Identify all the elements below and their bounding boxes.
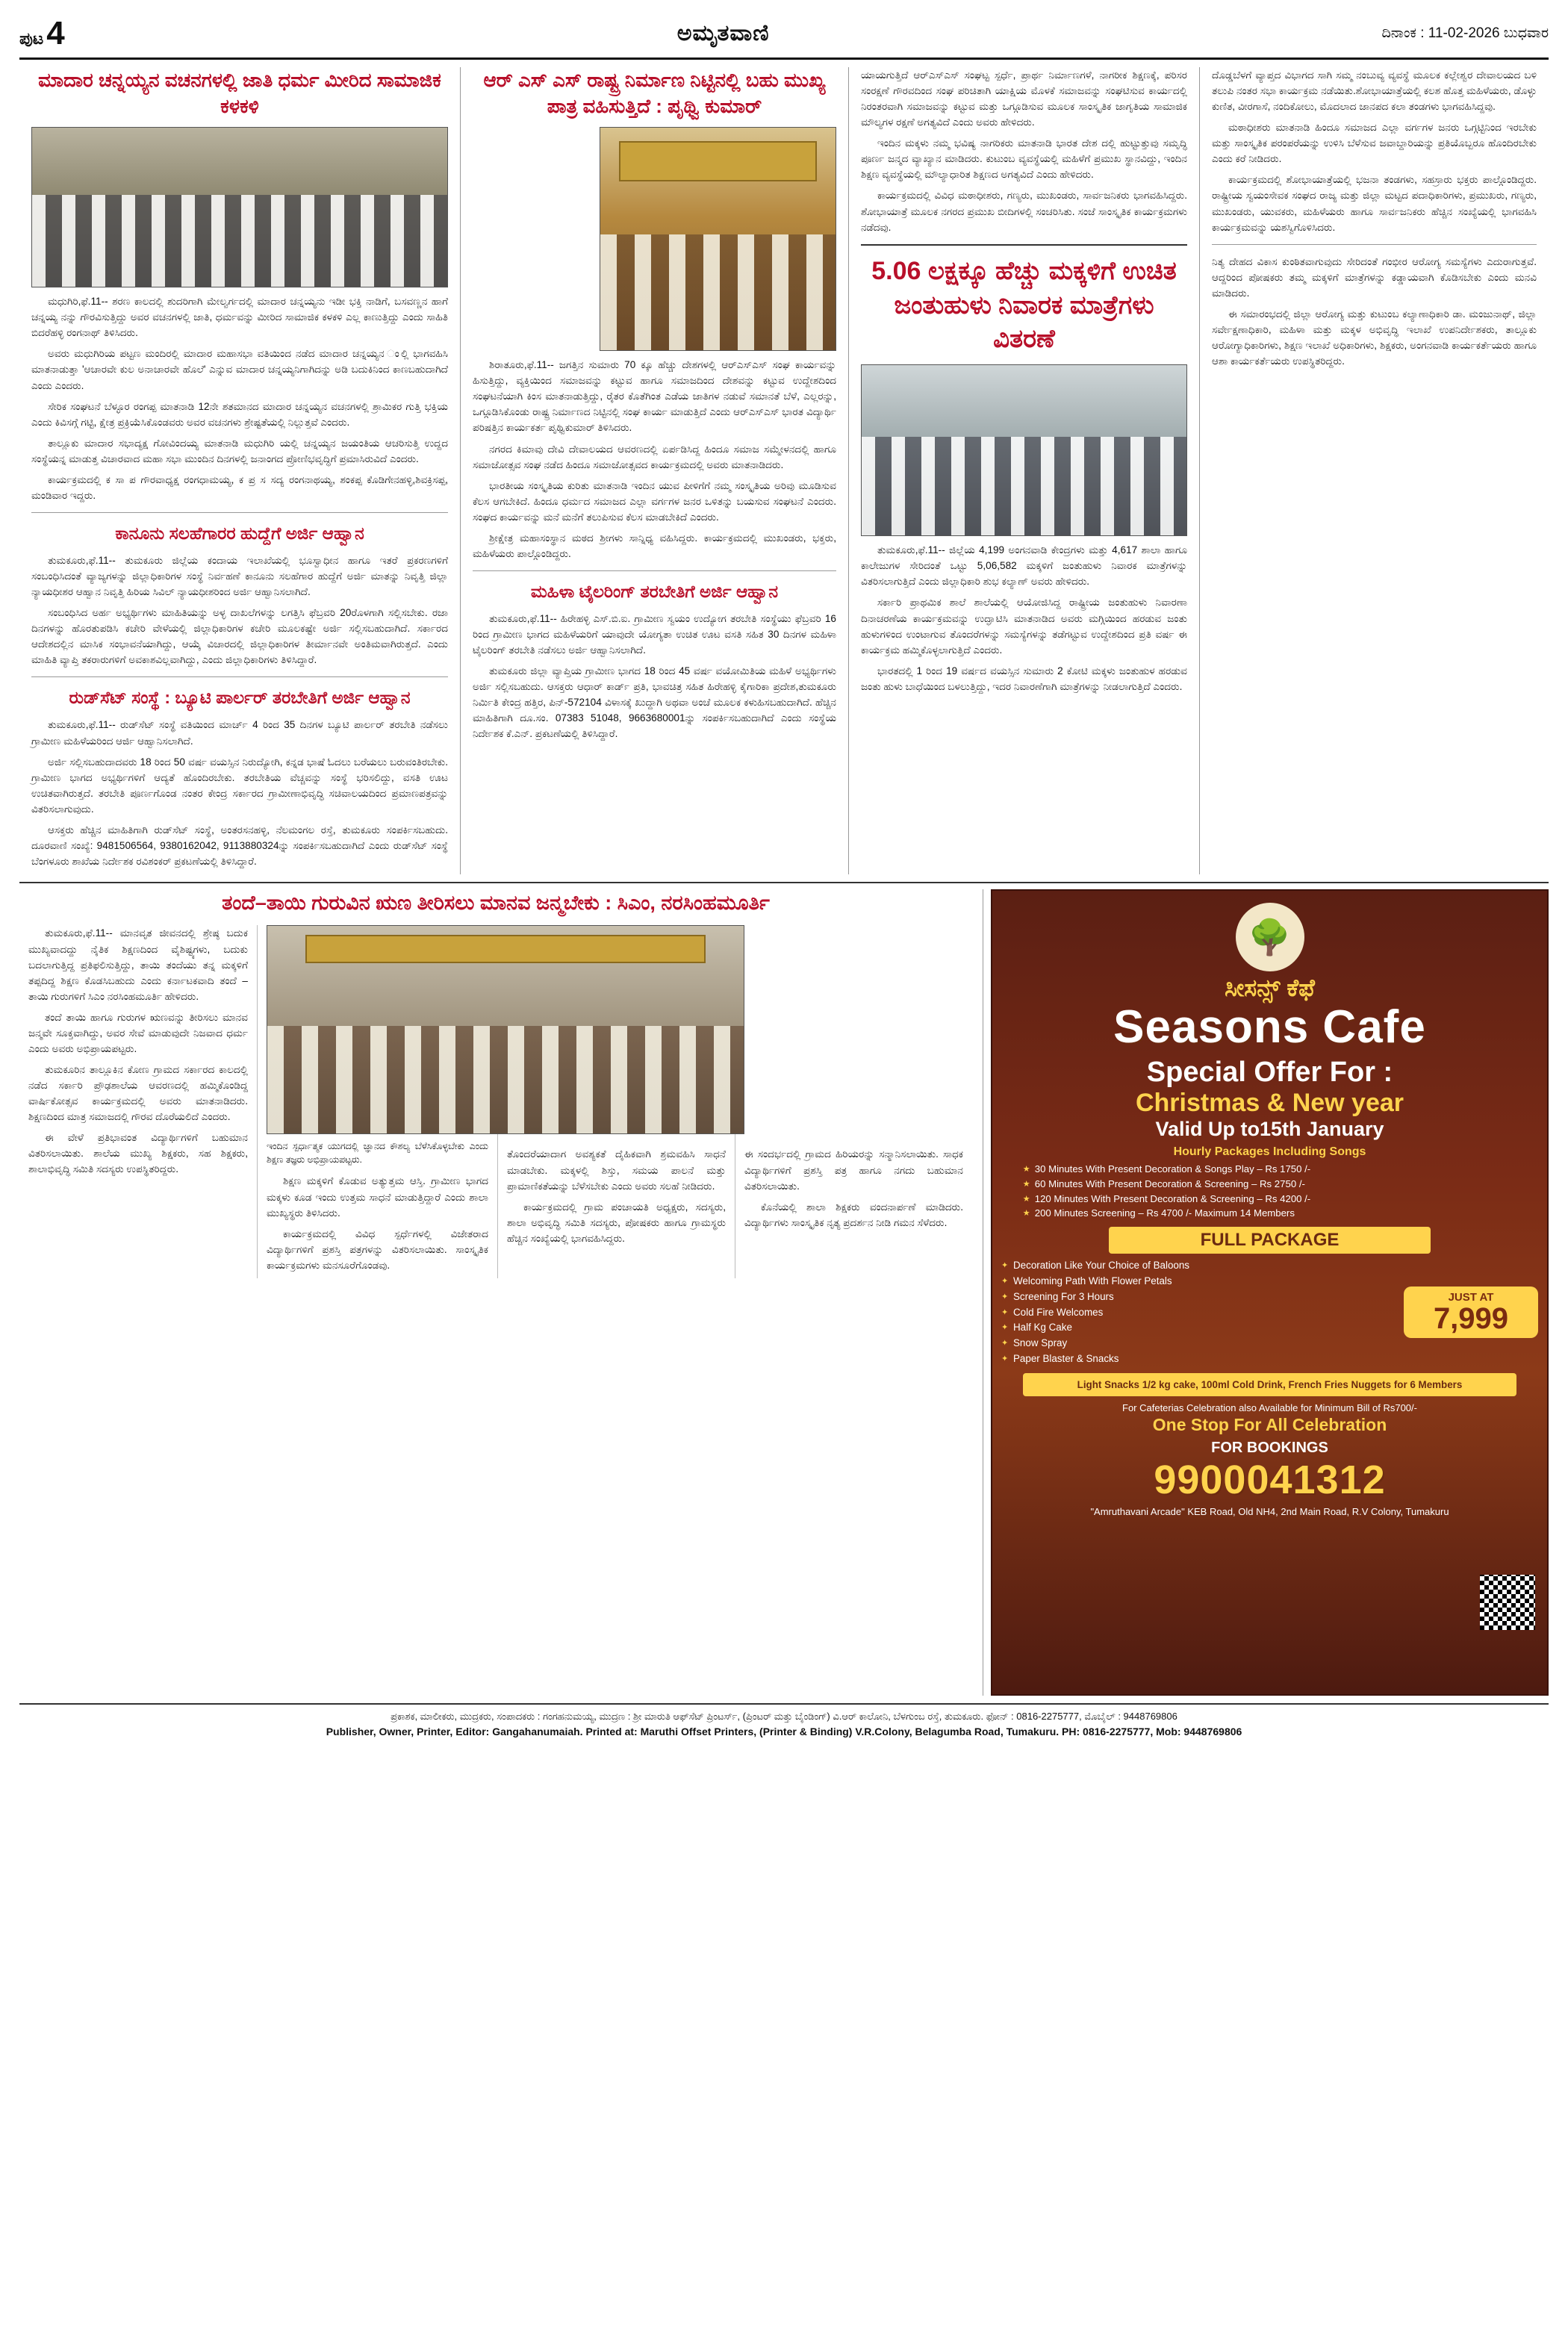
masthead — [19, 13, 1549, 60]
page-number-badge — [19, 14, 65, 52]
headline-deworming: 5.06 ಲಕ್ಷಕ್ಕೂ ಹೆಚ್ಚು ಮಕ್ಕಳಿಗೆ ಉಚಿತ ಜಂತುಹುಳು ನಿವಾರಕ ಮಾತ್ರೆಗಳು ವಿತರಣೆ — [871, 256, 1177, 354]
article-paragraph: ಅರ್ಜಿ ಸಲ್ಲಿಸಬಹುದಾದವರು 18 ರಿಂದ 50 ವರ್ಷ ವಯಸ್ಸಿನ ನಿರುದ್ಯೋಗಿ, ಕನ್ನಡ ಭಾಷೆ ಓದಲು ಬರೆಯಲು ಬರುವಂತಿರಬೇಕು. ಗ್ರಾಮೀಣ ಭಾಗದ ಅಭ್ಯರ್ಥಿಗಳಿಗೆ ಆದ್ಯತೆ ಹೊಂದಿರಬೇಕು. ತರಬೇತಿಯ ವೆಚ್ಚವನ್ನು ಸಂಸ್ಥೆ ಭರಿಸಲಿದ್ದು, ವಸತಿ ಊಟ ಉಚಿತವಾಗಿರುತ್ತದೆ. ತರಬೇತಿ ಪೂರ್ಣಗೊಂಡ ನಂತರ ಕೇಂದ್ರ ಸರ್ಕಾರದ ಗ್ರಾಮೀಣಾಭಿವೃದ್ಧಿ ಸಚಿವಾಲಯದಿಂದ ಪ್ರಮಾಣಪತ್ರವನ್ನು ವಿತರಿಸಲಾಗುವುದು. — [31, 756, 448, 815]
article-paragraph: ಈ ವೇಳೆ ಪ್ರತಿಭಾವಂತ ವಿದ್ಯಾರ್ಥಿಗಳಿಗೆ ಬಹುಮಾನ ವಿತರಿಸಲಾಯಿತು. ಶಾಲೆಯ ಮುಖ್ಯ ಶಿಕ್ಷಕರು, ಸಹ ಶಿಕ್ಷಕರು, ಶಾಲಾಭಿವೃದ್ಧಿ ಸಮಿತಿ ಸದಸ್ಯರು ಉಪಸ್ಥಿತರಿದ್ದರು. — [28, 1132, 248, 1175]
article-paragraph: ಕೊನೆಯಲ್ಲಿ ಶಾಲಾ ಶಿಕ್ಷಕರು ವಂದನಾರ್ಪಣೆ ಮಾಡಿದರು. ವಿದ್ಯಾರ್ಥಿಗಳು ಸಾಂಸ್ಕೃತಿಕ ನೃತ್ಯ ಪ್ರದರ್ಶನ ನೀಡಿ ಗಮನ ಸೆಳೆದರು. — [744, 1201, 963, 1228]
divider — [861, 244, 1187, 246]
headline-madara: ಮಾದಾರ ಚನ್ನಯ್ಯನ ವಚನಗಳಲ್ಲಿ ಜಾತಿ ಧರ್ಮ ಮೀರಿದ ಸಾಮಾಜಿಕ ಕಳಕಳಿ — [38, 69, 441, 118]
divider — [31, 512, 448, 513]
ad-occasion: Christmas & New year — [1135, 1089, 1404, 1118]
divider — [31, 676, 448, 677]
ad-full-package-list — [1001, 1258, 1398, 1366]
article-paragraph: ದೊಡ್ಡಬೆಳಗೆ ವ್ಯಾಪ್ತದ ವಿಭಾಗದ ಸಾಗಿ ಸಮ್ಮ ನಂಬುವ್ಯ ವ್ಯವಸ್ಥೆ ಮೂಲಕ ಕಲ್ಲೇಶ್ವರ ದೇವಾಲಯದ ಬಳಿ ತಲುಪಿ ನಂತರ ಸಭಾ ಕಾರ್ಯಕ್ರಮ ನಡೆಯಿತು.ಶೋಭಾಯಾತ್ರೆಯಲ್ಲಿ ಕಲಶ ಹೊತ್ತ ಮಹಿಳೆಯರು, ಡೊಳ್ಳು ಕುಣಿತ, ವೀರಗಾಸೆ, ನಂದಿಕೋಲು, ಮೊದಲಾದ ಜಾನಪದ ಕಲಾ ತಂಡಗಳು ಭಾಗವಹಿಸಿದ್ದವು. — [1212, 69, 1537, 113]
bottom-column-2 — [257, 925, 497, 1278]
article-paragraph: ತುಮಕೂರು,ಫೆ.11-- ತುಮಕೂರು ಜಿಲ್ಲೆಯ ಕಂದಾಯ ಇಲಾಖೆಯಲ್ಲಿ ಭೂಸ್ವಾಧೀನ ಹಾಗೂ ಇತರೆ ಪ್ರಕರಣಗಳಿಗೆ ಸಂಬಂಧಿಸಿದಂತೆ ವ್ಯಾಜ್ಯಗಳನ್ನು ಜಿಲ್ಲಾಧಿಕಾರಿಗಳ ಸಂಸ್ಥೆ ನಿರ್ವಹಣೆ ಕಾನೂನು ಸಲಹೆಗಾರ ಹುದ್ದೆಗೆ ಅರ್ಜಿ ಮಾತನ್ನು ನಿವೃತ್ತಿ ಜಿಲ್ಲಾ ನ್ಯಾಯಧೀಶರ ಆಹ್ವಾನ ನಿವೃತ್ತಿ ಹಿರಿಯ ಸಿವಿಲ್ ನ್ಯಾಯಧೀಶರಿಂದ ಅರ್ಜಿ ಆಹ್ವಾನಿಸಲಾಗಿದೆ. — [31, 554, 448, 598]
advertisement-slot — [983, 889, 1549, 1696]
list-item: ★ 30 Minutes With Present Decoration & Songs Play – Rs 1750 /- — [1023, 1162, 1516, 1177]
bottom-column-4 — [735, 925, 972, 1278]
article-paragraph: ಆಸಕ್ತರು ಹೆಚ್ಚಿನ ಮಾಹಿತಿಗಾಗಿ ರುಡ್‌ಸೆಟ್ ಸಂಸ್ಥೆ, ಅಂತರಸನಹಳ್ಳಿ, ನೆಲಮಂಗಲ ರಸ್ತೆ, ತುಮಕೂರು ಸಂಪರ್ಕಿಸಬಹುದು. ದೂರವಾಣಿ ಸಂಖ್ಯೆ: 9481506564, 9380162042, 9113880324ನ್ನು ಸಂಪರ್ಕಿಸಬಹುದಾಗಿದೆ ಎಂದು ರುಡ್‌ಸೆಟ್ ಸಂಸ್ಥೆ ಬೆಂಗಳೂರು ಶಾಖೆಯ ನಿರ್ದೇಶಕ ರವಿಶಂಕರ್ ಪ್ರಕಟಣೆಯಲ್ಲಿ ತಿಳಿಸಿದ್ದಾರೆ. — [31, 824, 448, 867]
photo-content — [32, 128, 447, 287]
article-paragraph: ಕಾರ್ಯಕ್ರಮದಲ್ಲಿ ಗ್ರಾಮ ಪಂಚಾಯತಿ ಅಧ್ಯಕ್ಷರು, ಸದಸ್ಯರು, ಶಾಲಾ ಅಭಿವೃದ್ಧಿ ಸಮಿತಿ ಸದಸ್ಯರು, ಪೋಷಕರು ಹಾಗೂ ಗ್ರಾಮಸ್ಥರು ಹೆಚ್ಚಿನ ಸಂಖ್ಯೆಯಲ್ಲಿ ಭಾಗವಹಿಸಿದ್ದರು. — [506, 1201, 726, 1244]
photo-lamp-lighting — [267, 925, 744, 1134]
ad-full-package-block — [1001, 1258, 1538, 1366]
photo-figures — [32, 195, 447, 287]
photo-group-felicitation — [31, 127, 448, 287]
ad-tagline: One Stop For All Celebration — [1152, 1415, 1387, 1435]
qr-code-icon[interactable] — [1480, 1575, 1535, 1630]
list-item: ✦ Half Kg Cake — [1001, 1320, 1398, 1336]
article-paragraph: ತೊಂದರೆಯಾದಾಗ ಅವಶ್ಯಕತೆ ದೈಹಿಕವಾಗಿ ಶ್ರಮವಹಿಸಿ ಸಾಧನೆ ಮಾಡಬೇಕು. ಮಕ್ಕಳಲ್ಲಿ ಶಿಸ್ತು, ಸಮಯ ಪಾಲನೆ ಮತ್ತು ಪ್ರಾಮಾಣಿಕತೆಯನ್ನು ಬೆಳೆಸಬೇಕು ಎಂದು ಅವರು ಸಲಹೆ ನೀಡಿದರು. — [506, 1148, 726, 1192]
column-4 — [1199, 67, 1549, 874]
list-item: ✦ Paper Blaster & Snacks — [1001, 1351, 1398, 1367]
article-paragraph: ತುಮಕೂರು,ಫೆ.11-- ಮಾನವೃತ ಜೀವನದಲ್ಲಿ ಶ್ರೇಷ್ಠ ಬದುಕ ಮುಖ್ಯವಾದದ್ದು ನೈತಿಕ ಶಿಕ್ಷಣದಿಂದ ವೈಶಿಷ್ಟ್ಯಗಳು, ಬದುಕು ಬದಲಾಗುತ್ತಿದ್ದ ಪ್ರತಿಫಲಿಸುತ್ತಿದ್ದು, ತಾಯಿ ತಂದೆಯು ತನ್ನ ಮಕ್ಕಳಿಗೆ ತಪ್ಪದಿದ್ದ ಶಿಕ್ಷಣ ಕೊಡಸಿಬಹುದು ಎಂದು ಕರ್ನಾಟಕವಾದಿ ತಂದೆ – ತಾಯಿ ಗುರುಗಳಿಗೆ ಸಿಎಂ ನರಸಿಂಹಮೂರ್ತಿ ಹೇಳಿದರು. — [28, 927, 248, 1002]
article-paragraph: ಕಾರ್ಯಕ್ರಮದಲ್ಲಿ ವಿವಿಧ ಮಠಾಧೀಶರು, ಗಣ್ಯರು, ಮುಖಂಡರು, ಸಾರ್ವಜನಿಕರು ಭಾಗವಹಿಸಿದ್ದರು. ಶೋಭಾಯಾತ್ರೆ ಮೂಲಕ ನಗರದ ಪ್ರಮುಖ ಬೀದಿಗಳಲ್ಲಿ ಸಂಚರಿಸಿತು. ಸಂಜೆ ಸಾಂಸ್ಕೃತಿಕ ಕಾರ್ಯಕ್ರಮಗಳು ನಡೆದವು. — [861, 190, 1187, 233]
article-paragraph: ತುಮಕೂರು,ಫೆ.11-- ಜಿಲ್ಲೆಯ 4,199 ಅಂಗನವಾಡಿ ಕೇಂದ್ರಗಳು ಮತ್ತು 4,617 ಶಾಲಾ ಹಾಗೂ ಕಾಲೇಜುಗಳ ಸೇರಿದಂತೆ ಒಟ್ಟು 5,06,582 ಮಕ್ಕಳಿಗೆ ಜಂತುಹುಳು ನಿವಾರಕ ಮಾತ್ರೆಗಳನ್ನು ವಿತರಿಸಲಾಗುತ್ತಿದೆ ಎಂದು ಜಿಲ್ಲಾಧಿಕಾರಿ ಶುಭ ಕಲ್ಯಾಣ್ ಅವರು ಹೇಳಿದರು. — [861, 544, 1187, 588]
headline-rss: ಆರ್ ಎಸ್ ಎಸ್ ರಾಷ್ಟ್ರ ನಿರ್ಮಾಣ ನಿಟ್ಟಿನಲ್ಲಿ ಬಹು ಮುಖ್ಯ ಪಾತ್ರ ವಹಿಸುತ್ತಿದೆ : ಪೃಥ್ವಿ ಕುಮಾರ್ — [483, 69, 826, 118]
article-paragraph: ಸಂಬಂಧಿಸಿದ ಅರ್ಹ ಅಭ್ಯರ್ಥಿಗಳು ಮಾಹಿತಿಯನ್ನು ಅಳ್ಳ ದಾಖಲೆಗಳನ್ನು ಲಗತ್ತಿಸಿ ಫೆಬ್ರವರಿ 20ರೊಳಗಾಗಿ ಸಲ್ಲಿಸಬೇಕು. ರಜಾ ದಿನಗಳನ್ನು ಹೊರತುಪಡಿಸಿ ಕಚೇರಿ ವೇಳೆಯಲ್ಲಿ ಜಿಲ್ಲಾಧಿಕಾರಿಗಳ ಕಚೇರಿ ಮೂಲಕಷ್ಟೇ ಅರ್ಜಿ ಸಲ್ಲಿಸಬಹುದಾಗಿದೆ. ಸರ್ಕಾರದ ಆದೇಶದಲ್ಲಿನ ಮಾಸಿಕ ಸಂಭಾವನೆಯಾಗಿದ್ದು, ಆಯ್ಕೆ ವಿಚಾರದಲ್ಲಿ ಜಿಲ್ಲಾಧಿಕಾರಿಗಳ ತೀರ್ಮಾನವೇ ಅಂತಿಮವಾಗಿರುತ್ತದೆ. ಎಂದು ಮಾಹಿತಿ ವ್ಯಾಪ್ತಿ ತಕರಾರುಗಳಿಗೆ ಅವಕಾಶವಿಲ್ಲವಾಗಿದ್ದು, ಎಂದು ಜಿಲ್ಲಾಧಿಕಾರಿಗಳು ತಿಳಿಸಿದ್ದಾರೆ. — [31, 607, 448, 666]
article-paragraph: ಈ ಸಮಾರಂಭದಲ್ಲಿ ಜಿಲ್ಲಾ ಆರೋಗ್ಯ ಮತ್ತು ಕುಟುಂಬ ಕಲ್ಯಾಣಾಧಿಕಾರಿ ಡಾ. ಮಂಜುನಾಥ್, ಜಿಲ್ಲಾ ಸರ್ವೇಕ್ಷಣಾಧಿಕಾರಿ, ಮಹಿಳಾ ಮತ್ತು ಮಕ್ಕಳ ಅಭಿವೃದ್ಧಿ ಇಲಾಖೆ ಉಪನಿರ್ದೇಶಕರು, ತಾಲ್ಲೂಕು ಆರೋಗ್ಯಾಧಿಕಾರಿಗಳು, ಶಿಕ್ಷಣ ಇಲಾಖೆ ಅಧಿಕಾರಿಗಳು, ಶಿಕ್ಷಕರು, ಅಂಗನವಾಡಿ ಕಾರ್ಯಕರ್ತೆಯರು ಹಾಗೂ ಆಶಾ ಕಾರ್ಯಕರ್ತೆಯರು ಉಪಸ್ಥಿತರಿದ್ದರು. — [1212, 308, 1537, 367]
ad-brand-kannada: ಸೀಸನ್ಸ್ ಕೆಫೆ — [1225, 974, 1315, 1002]
list-item: ✦ Snow Spray — [1001, 1336, 1398, 1351]
page-footer — [19, 1703, 1549, 1740]
ad-catering-note: For Cafeterias Celebration also Available for Minimum Bill of Rs700/- — [1122, 1402, 1417, 1414]
article-paragraph: ತಾಲ್ಲೂಕು ಮಾದಾರ ಸಭಾದ್ಯಕ್ಷ ಗೋವಿಂದಯ್ಯ ಮಾತನಾಡಿ ಮಧುಗಿರಿ ಯಲ್ಲಿ ಚನ್ನಯ್ಯನ ಜಯಂತಿಯ ಆಚರಿಸುತ್ತಿ ಉದ್ದದ ಸಂಸ್ಥೆಯನ್ನ ಮಾಡುತ್ತ ವಿಚಾರವಾದ ಮಹಾ ಸಭಾ ಮುಂದಿನ ದಿನಗಳಲ್ಲಿ ಜನಾಂಗದ ಪ್ರೋಣಿಭವೃದ್ಧಿಗೆ ಪ್ರಮಾಸಿರುವಿದೆ ಎಂದರು. — [31, 437, 448, 464]
list-item: ✦ Welcoming Path With Flower Petals — [1001, 1274, 1398, 1289]
stage-banner — [619, 141, 817, 181]
headline-parents-guru: ತಂದೆ–ತಾಯಿ ಗುರುವಿನ ಋಣ ತೀರಿಸಲು ಮಾನವ ಜನ್ಮಬೇಕು : ಸಿಎಂ, ನರಸಿಂಹಮೂರ್ತಿ — [222, 892, 770, 915]
divider — [473, 570, 836, 571]
paper-title: ಅಮೃತವಾಣಿ — [676, 20, 770, 46]
photo-figures — [600, 234, 836, 350]
article-paragraph: ತಂದೆ ತಾಯಿ ಹಾಗೂ ಗುರುಗಳ ಋಣವನ್ನು ತೀರಿಸಲು ಮಾನವ ಜನ್ಮವೇ ಸೂಕ್ತವಾಗಿದ್ದು, ಅವರ ಸೇವೆ ಮಾಡುವುದೇ ನಿಜವಾದ ಧರ್ಮ ಎಂದು ಅವರು ಅಭಿಪ್ರಾಯಪಟ್ಟರು. — [28, 1011, 248, 1054]
article-paragraph: ಮಧುಗಿರಿ,ಫೆ.11-- ಶರಣ ಕಾಲದಲ್ಲಿ ಶುದರಿಗಾಗಿ ಮೇಲ್ವರ್ಗದಲ್ಲಿ ಮಾದಾರ ಚನ್ನಯ್ಯನು ಇಡೀ ಭಕ್ತಿ ನಾಡಿಗೆ, ಬಸವಣ್ಣನ ಹಾಗೆ ಚನ್ನಯ್ಯ ನನ್ನು ಗೌರವಿಸುತ್ತಿದ್ದು ಅವರ ವಚನಗಳಲ್ಲಿ ಜಾತಿ, ಧರ್ಮವನ್ನು ಮೀರಿದ ಸಾಮಾಜಿಕ ಕಳಕಳಿ ಎಲ್ಲ ಕಾಣುತ್ತಿದ್ದು ಎಂದು ಸಾಹಿತಿ ಬಿದರೆಹಳ್ಳಿ ರಂಗನಾಥ್ ತಿಳಿಸಿದರು. — [31, 296, 448, 339]
bottom-columns — [19, 925, 972, 1278]
bottom-article — [19, 889, 983, 1696]
bottom-column-1 — [19, 925, 257, 1278]
photo-deworming-event — [861, 364, 1187, 536]
article-paragraph: ನಿತ್ಯ ದೇಹದ ವಿಕಾಸ ಕುಂಠಿತವಾಗುವುದು ಸೇರಿದಂತೆ ಗಂಭೀರ ಆರೋಗ್ಯ ಸಮಸ್ಯೆಗಳು ಎದುರಾಗುತ್ತವೆ. ಆದ್ದರಿಂದ ಪೋಷಕರು ತಮ್ಮ ಮಕ್ಕಳಿಗೆ ಮಾತ್ರೆಗಳನ್ನು ಕಡ್ಡಾಯವಾಗಿ ಕೊಡಿಸಬೇಕು ಎಂದು ಮನವಿ ಮಾಡಿದರು. — [1212, 255, 1537, 299]
headline-tailoring-training: ಮಹಿಳಾ ಟೈಲರಿಂಗ್ ತರಬೇತಿಗೆ ಅರ್ಜಿ ಆಹ್ವಾನ — [530, 581, 779, 601]
ad-price-badge — [1404, 1287, 1538, 1338]
article-paragraph: ತುಮಕೂರು,ಫೆ.11-- ಹಿರೇಹಳ್ಳಿ ಎಸ್.ಬಿ.ಐ. ಗ್ರಾಮೀಣ ಸ್ವಯಂ ಉದ್ಯೋಗ ತರಬೇತಿ ಸಂಸ್ಥೆಯು ಫೆಬ್ರವರಿ 16 ರಿಂದ ಗ್ರಾಮೀಣ ಭಾಗದ ಮಹಿಳೆಯರಿಗೆ ಯಾವುದೇ ಯೋಗ್ಯತಾ ಉಚಿತ ಊಟ ವಸತಿ ಸಹಿತ 30 ದಿನಗಳ ಮಹಿಳಾ ಟೈಲರಿಂಗ್ ತರಬೇತಿ ನಡೆಸಲು ಅರ್ಜಿ ಆಹ್ವಾನಿಸಲಾಗಿದೆ. — [473, 612, 836, 656]
article-paragraph: ಈ ಸಂದರ್ಭದಲ್ಲಿ ಗ್ರಾಮದ ಹಿರಿಯರನ್ನು ಸನ್ಮಾನಿಸಲಾಯಿತು. ಸಾಧಕ ವಿದ್ಯಾರ್ಥಿಗಳಿಗೆ ಪ್ರಶಸ್ತಿ ಪತ್ರ ಹಾಗೂ ನಗದು ಬಹುಮಾನ ವಿತರಿಸಲಾಯಿತು. — [744, 1148, 963, 1192]
list-item: ★ 120 Minutes With Present Decoration & Screening – Rs 4200 /- — [1023, 1192, 1516, 1207]
stage-banner — [305, 935, 706, 964]
headline-rudset-beauty-parlour: ರುಡ್‌ಸೆಟ್ ಸಂಸ್ಥೆ : ಬ್ಯೂಟಿ ಪಾರ್ಲರ್ ತರಬೇತಿಗೆ ಅರ್ಜಿ ಆಹ್ವಾನ — [69, 688, 411, 708]
article-paragraph: ಭಾರತೀಯ ಸಂಸ್ಕೃತಿಯ ಕುರಿತು ಮಾತನಾಡಿ ಇಂದಿನ ಯುವ ಪೀಳಿಗೆಗೆ ನಮ್ಮ ಸಂಸ್ಕೃತಿಯ ಅರಿವು ಮೂಡಿಸುವ ಕೆಲಸ ಆಗಬೇಕಿದೆ. ಹಿಂದೂ ಧರ್ಮದ ಸಮಾಜದ ಎಲ್ಲಾ ವರ್ಗಗಳ ಜನರ ಒಳಿತನ್ನು ಬಯಸುವ ಸಂಘಟನೆ ಎಂದರು. ಸಂಘದ ಕಾರ್ಯವನ್ನು ಮನೆ ಮನೆಗೆ ತಲುಪಿಸುವ ಕೆಲಸ ಮಾಡಬೇಕಿದೆ ಎಂದರು. — [473, 479, 836, 523]
headline-legal-advisor: ಕಾನೂನು ಸಲಹೆಗಾರರ ಹುದ್ದೆಗೆ ಅರ್ಜಿ ಆಹ್ವಾನ — [115, 523, 364, 543]
footer-kannada: ಪ್ರಕಾಶಕ, ಮಾಲೀಕರು, ಮುದ್ರಕರು, ಸಂಪಾದಕರು : ಗಂಗಹನುಮಯ್ಯ, ಮುದ್ರಣ : ಶ್ರೀ ಮಾರುತಿ ಆಫ್‌ಸೆಟ್ ಪ್ರಿಂಟರ್ಸ್, (ಪ್ರಿಂಟರ್ ಮತ್ತು ಬೈಂಡಿಂಗ್) ವಿ.ಆರ್ ಕಾಲೋನಿ, ಬೆಳಗುಂಬ ರಸ್ತೆ, ತುಮಕೂರು. ಫೋನ್ : 0816-2275777, ಮೊಬೈಲ್ : 9448769806 — [391, 1711, 1177, 1723]
article-paragraph: ಶಿಕ್ಷಣ ಮಕ್ಕಳಿಗೆ ಕೊಡುವ ಅತ್ಯುತ್ತಮ ಆಸ್ತಿ. ಗ್ರಾಮೀಣ ಭಾಗದ ಮಕ್ಕಳು ಕೂಡ ಇಂದು ಉತ್ತಮ ಸಾಧನೆ ಮಾಡುತ್ತಿದ್ದಾರೆ ಎಂದು ಶಾಲಾ ಮುಖ್ಯಸ್ಥರು ತಿಳಿಸಿದರು. — [266, 1175, 488, 1219]
article-paragraph: ಮಠಾಧೀಶರು ಮಾತನಾಡಿ ಹಿಂದೂ ಸಮಾಜದ ಎಲ್ಲಾ ವರ್ಗಗಳ ಜನರು ಒಗ್ಗಟ್ಟಿನಿಂದ ಇರಬೇಕು ಮತ್ತು ಸಾಂಸ್ಕೃತಿಕ ಪರಂಪರೆಯನ್ನು ಉಳಿಸಿ ಬೆಳೆಸುವ ಜವಾಬ್ದಾರಿಯನ್ನು ಪ್ರತಿಯೊಬ್ಬರೂ ಹೊಂದಿರಬೇಕು ಎಂದು ಕರೆ ನೀಡಿದರು. — [1212, 122, 1537, 165]
ad-brand-name: Seasons Cafe — [1113, 1001, 1426, 1054]
ad-snacks-note: Light Snacks 1/2 kg cake, 100ml Cold Drink, French Fries Nuggets for 6 Members — [1023, 1373, 1516, 1396]
photo-rss-event — [600, 127, 836, 351]
column-2 — [460, 67, 848, 874]
article-paragraph: ಸೇರಿಕ ಸಂಘಟನೆ ಬೆಳ್ಳೂರ ರಂಗಪ್ಪ ಮಾತನಾಡಿ 12ನೇ ಶತಮಾನದ ಮಾದಾರ ಚನ್ನಯ್ಯನ ವಚನಗಳಲ್ಲಿ ಶ್ರಾಮಿಕರ ಗುತ್ತಿ ಭಕ್ತಿಯ ಎಂದು ಕಿವಿಸಗ್ಗೆ ಗಟ್ಟಿ, ಕ್ಷೇತ್ರ ಪ್ರಕ್ರಿಯೆಸಿಕೊಂಡವರು ಅವರ ವಚನಗಳು ಶ್ರೇಷ್ಟತೆಯಲ್ಲಿ ನಿಲ್ಲುತ್ತವೆ ಎಂದರು. — [31, 400, 448, 428]
ad-price-value: 7,999 — [1433, 1302, 1509, 1336]
ad-bookings-label: FOR BOOKINGS — [1211, 1440, 1328, 1457]
article-paragraph: ತುಮಕೂರಿನ ತಾಲ್ಲೂಕಿನ ಕೋಣ ಗ್ರಾಮದ ಸರ್ಕಾರದ ಕಾಲದಲ್ಲಿ ನಡೆದ ಸರ್ಕಾರಿ ಪ್ರೌಢಶಾಲೆಯ ಆವರಣದಲ್ಲಿ ಹಮ್ಮಿಕೊಂಡಿದ್ದ ವಾರ್ಷಿಕೋತ್ಸವ ಕಾರ್ಯಕ್ರಮದಲ್ಲಿ ಅವರು ಮಾತನಾಡಿದರು. ಶಿಕ್ಷಣದಿಂದ ಮಾತ್ರ ಸಮಾಜದಲ್ಲಿ ಗೌರವ ದೊರೆಯಲಿದೆ ಎಂದರು. — [28, 1063, 248, 1123]
article-paragraph: ಸರ್ಕಾರಿ ಪ್ರಾಥಮಿಕ ಶಾಲೆ ಶಾಲೆಯಲ್ಲಿ ಆಯೋಜಿಸಿದ್ದ ರಾಷ್ಟ್ರೀಯ ಜಂತುಹುಳು ನಿವಾರಣಾ ದಿನಾಚರಣೆಯ ಕಾರ್ಯಕ್ರಮವನ್ನು ಉದ್ಘಾಟಿಸಿ ಮಾತನಾಡಿದ ಅವರು ಮಗ್ಗಿಯಿಂದ ಹರಡುವ ಜಂತು ಹುಳುಗಳಿಂದ ಉಂಟಾಗುವ ತೊಂದರೆಗಳನ್ನು ಸಮಸ್ಯೆಗಳನ್ನು ತಡೆಗಟ್ಟುವ ಉದ್ದೇಶದಿಂದ ಪ್ರತಿ ವರ್ಷ ಈ ಕಾರ್ಯಕ್ರಮ ಹಮ್ಮಿಕೊಳ್ಳಲಾಗುತ್ತಿದೆ ಎಂದರು. — [861, 597, 1187, 656]
ad-offer-title: Special Offer For : — [1146, 1057, 1393, 1089]
article-paragraph: ಭಾರತದಲ್ಲಿ 1 ರಿಂದ 19 ವರ್ಷದ ವಯಸ್ಸಿನ ಸುಮಾರು 2 ಕೋಟಿ ಮಕ್ಕಳು ಜಂತುಹುಳ ಹರಡುವ ಜಂತು ಹುಳು ಬಾಧೆಯಿಂದ ಬಳಲುತ್ತಿದ್ದು, ಇದರ ನಿವಾರಣೆಗಾಗಿ ಮಾತ್ರೆಗಳನ್ನು ನೀಡಲಾಗುತ್ತಿದೆ ಎಂದರು. — [861, 665, 1187, 692]
publication-date: ದಿನಾಂಕ : 11-02-2026 ಬುಧವಾರ — [1381, 25, 1549, 41]
article-paragraph: ಕಾರ್ಯಕ್ರಮದಲ್ಲಿ ವಿವಿಧ ಸ್ಪರ್ಧೆಗಳಲ್ಲಿ ವಿಜೇತರಾದ ವಿದ್ಯಾರ್ಥಿಗಳಿಗೆ ಪ್ರಶಸ್ತಿ ಪತ್ರಗಳನ್ನು ವಿತರಿಸಲಾಯಿತು. ಸಾಂಸ್ಕೃತಿಕ ಕಾರ್ಯಕ್ರಮಗಳು ಮನಸೂರೆಗೊಂಡವು. — [266, 1228, 488, 1271]
page-number: 4 — [46, 14, 65, 52]
ad-address: "Amruthavani Arcade" KEB Road, Old NH4, 2nd Main Road, R.V Colony, Tumakuru — [1090, 1506, 1449, 1518]
article-paragraph: ತುಮಕೂರು ಜಿಲ್ಲಾ ವ್ಯಾಪ್ತಿಯ ಗ್ರಾಮೀಣ ಭಾಗದ 18 ರಿಂದ 45 ವರ್ಷ ವಯೋಮಿತಿಯ ಮಹಿಳೆ ಅಭ್ಯರ್ಥಿಗಳು ಅರ್ಜಿ ಸಲ್ಲಿಸಬಹುದು. ಆಸಕ್ತರು ಆಧಾರ್ ಕಾರ್ಡ್ ಪ್ರತಿ, ಭಾವಚಿತ್ರ ಸಹಿತ ಹಿರೇಹಳ್ಳಿ ಕೈಗಾರಿಕಾ ಪ್ರದೇಶ,ತುಮಕೂರು ನಿರ್ಮಿತಿ ಕೇಂದ್ರ ಹತ್ತಿರ, ಪಿನ್-572104 ವಿಳಾಸಕ್ಕೆ ಖುದ್ದಾಗಿ ಅಥವಾ ಅಂಚೆ ಮೂಲಕ ಕಳುಹಿಸಬಹುದಾಗಿದೆ. ಹೆಚ್ಚಿನ ಮಾಹಿತಿಗಾಗಿ ದೂ.ಸಂ. 07383 51048, 9663680001ನ್ನು ಸಂಪರ್ಕಿಸಬಹುದಾಗಿದೆ ಎಂದು ಸಂಸ್ಥೆಯ ನಿರ್ದೇಶಕ ಕೆ.ಎನ್. ಪ್ರಕಟಣೆಯಲ್ಲಿ ತಿಳಿಸಿದ್ದಾರೆ. — [473, 665, 836, 740]
photo-figures — [267, 1026, 744, 1134]
column-3 — [848, 67, 1199, 874]
ad-phone-number: 9900041312 — [1154, 1457, 1386, 1503]
article-paragraph: ಇಂದಿನ ಮಕ್ಕಳು ನಮ್ಮ ಭವಿಷ್ಯ ನಾಗರಿಕರು ಮಾತನಾಡಿ ಭಾರತ ದೇಶ ದಲ್ಲಿ ಹುಟ್ಟುತ್ತುವು ಸಮೃದ್ಧಿ ಪೂರ್ಣ ಜನ್ಮದ ವ್ಯಾಖ್ಯಾನ ಮಾಡಿದರು. ಕುಟುಂಬ ವ್ಯವಸ್ಥೆಯಲ್ಲಿ ಮಹಿಳೆಗೆ ಪ್ರಮುಖ ಸ್ಥಾನವಿದ್ದು, ಇಂದಿನ ಶಿಕ್ಷಣ ವ್ಯವಸ್ಥೆಯಲ್ಲಿ ಮೌಲ್ಯಾಧಾರಿತ ಶಿಕ್ಷಣದ ಅಗತ್ಯವಿದೆ ಎಂದು ಹೇಳಿದರು. — [861, 137, 1187, 181]
page-label: ಪುಟ — [19, 28, 44, 48]
article-paragraph: ಶ್ರೀಕ್ಷೇತ್ರ ಮಹಾಸಂಸ್ಥಾನ ಮಠದ ಶ್ರೀಗಳು ಸಾನ್ನಿಧ್ಯ ವಹಿಸಿದ್ದರು. ಕಾರ್ಯಕ್ರಮದಲ್ಲಿ ಮುಖಂಡರು, ಭಕ್ತರು, ಮಹಿಳೆಯರು ಪಾಲ್ಗೊಂಡಿದ್ದರು. — [473, 532, 836, 559]
ad-packages-title: Hourly Packages Including Songs — [1173, 1145, 1366, 1159]
photo-content — [862, 365, 1186, 535]
photo-figures — [862, 437, 1186, 535]
list-item: ✦ Screening For 3 Hours — [1001, 1289, 1398, 1305]
ad-packages-list — [1023, 1162, 1516, 1221]
article-paragraph: ಕಾರ್ಯಕ್ರಮದಲ್ಲಿ ಶೋಭಾಯಾತ್ರೆಯಲ್ಲಿ ಭಜನಾ ತಂಡಗಳು, ಸಹಸ್ರಾರು ಭಕ್ತರು ಪಾಲ್ಗೊಂಡಿದ್ದರು. ರಾಷ್ಟ್ರೀಯ ಸ್ವಯಂಸೇವಕ ಸಂಘದ ರಾಜ್ಯ ಮತ್ತು ಜಿಲ್ಲಾ ಮಟ್ಟದ ಪದಾಧಿಕಾರಿಗಳು, ಪ್ರಮುಖರು, ಗಣ್ಯರು, ಮುಖಂಡರು, ಯುವಕರು, ಮಹಿಳೆಯರು ಹಾಗೂ ಸಾರ್ವಜನಿಕರು ಹೆಚ್ಚಿನ ಸಂಖ್ಯೆಯಲ್ಲಿ ಭಾಗವಹಿಸಿ ಕಾರ್ಯಕ್ರಮವನ್ನು ಯಶಸ್ವಿಗೊಳಿಸಿದರು. — [1212, 174, 1537, 233]
bottom-section — [19, 882, 1549, 1696]
article-columns — [19, 67, 1549, 874]
photo-caption: ಇಂದಿನ ಸ್ಪರ್ಧಾತ್ಮಕ ಯುಗದಲ್ಲಿ ಜ್ಞಾನದ ಕೌಶಲ್ಯ ಬೆಳೆಸಿಕೊಳ್ಳಬೇಕು ಎಂದು ಶಿಕ್ಷಣ ತಜ್ಞರು ಅಭಿಪ್ರಾಯಪಟ್ಟರು. — [266, 1141, 488, 1166]
list-item: ✦ Decoration Like Your Choice of Baloons — [1001, 1258, 1398, 1274]
photo-content — [267, 926, 744, 1133]
article-paragraph: ಶಿರಾತೂರು,ಫೆ.11-- ಜಗತ್ತಿನ ಸುಮಾರು 70 ಕ್ಕೂ ಹೆಚ್ಚು ದೇಶಗಳಲ್ಲಿ ಆರ್‌ಎಸ್‌ಎಸ್ ಸಂಘ ಕಾರ್ಯವನ್ನು ಹಿಸುತ್ತಿದ್ದು, ವ್ಯಕ್ತಿಯಿಂದ ಸಮಾಜವನ್ನು ಕಟ್ಟುವ ಹಾಗೂ ಸಮಾಜದಿಂದ ದೇಶವನ್ನು ಕಟ್ಟುವ ಉದ್ದೇಶದಿಂದ ಸಂಘಟನೆಯಾಗಿ ಕಿಂಸ ಮಾತನಾಡುತ್ತಿದ್ದು, ರೈತರ ಕೊತೆಗಿಂತ ಎಡೆಯ ಜಾತಿಗಳ ನಡುವೆ ಸಮಾನತೆ ಬೆಳೆ, ಎಲ್ಲರನ್ನು, ಒಗ್ಗೂಡಿಸಿಕೊಂಡು ರಾಷ್ಟ್ರ ನಿರ್ಮಾಣದ ನಿಟ್ಟಿನಲ್ಲಿ ಸಂಘ ಕಾರ್ಯ ಮಾಡುತ್ತಿದೆ ಎಂದು ಆರ್‌ಎಸ್‌ಎಸ್ ಭಾರತ ವಿದ್ಯಾರ್ಥಿ ಪರಿಷತ್ತಿನ ಕಾರ್ಯಕರ್ತ ಪೃಥ್ವಿಕುಮಾರ್ ತಿಳಿಸಿದರು. — [473, 359, 836, 434]
ad-validity: Valid Up to15th January — [1155, 1118, 1384, 1141]
list-item: ★ 60 Minutes With Present Decoration & Screening – Rs 2750 /- — [1023, 1177, 1516, 1192]
seasons-cafe-ad[interactable] — [991, 889, 1549, 1696]
list-item: ✦ Cold Fire Welcomes — [1001, 1305, 1398, 1321]
column-1 — [19, 67, 460, 874]
article-paragraph: ನಗರದ ಕಿಮಾವು ದೇವಿ ದೇವಾಲಯದ ಆವರಣದಲ್ಲಿ ಏರ್ಪಡಿಸಿದ್ದ ಹಿಂದೂ ಸಮಾಜ ಸಮ್ಮೇಳನದಲ್ಲಿ ಹಾಗೂ ಸಮಾಜೋತ್ಸವ ಸಂಘ ನಡೆದ ಹಿಂದೂ ಸಮಾಜೋತ್ಸವದ ಕಾರ್ಯಕ್ರಮದಲ್ಲಿ ಅವರು ಮಾತನಾಡಿದರು. — [473, 443, 836, 470]
ad-full-package-label: FULL PACKAGE — [1109, 1227, 1431, 1254]
list-item: ★ 200 Minutes Screening – Rs 4700 /- Maximum 14 Members — [1023, 1206, 1516, 1221]
tree-icon: 🌳 — [1236, 903, 1304, 971]
divider — [1212, 244, 1537, 245]
photo-content — [600, 128, 836, 350]
article-paragraph: ತುಮಕೂರು,ಫೆ.11-- ರುಡ್‌ಸೆಟ್ ಸಂಸ್ಥೆ ವತಿಯಿಂದ ಮಾರ್ಚ್ 4 ರಿಂದ 35 ದಿನಗಳ ಬ್ಯೂಟಿ ಪಾರ್ಲರ್ ತರಬೇತಿ ನಡೆಸಲು ಗ್ರಾಮೀಣ ಮಹಿಳೆಯರಿಂದ ಆರ್ಜಿ ಆಹ್ವಾನಿಸಲಾಗಿದೆ. — [31, 719, 448, 747]
ad-price-prefix: JUST AT — [1448, 1291, 1494, 1304]
article-paragraph: ಕಾರ್ಯಕ್ರಮದಲ್ಲಿ ಕ ಸಾ ಪ ಗೌರವಾಧ್ಯಕ್ಷ ರಂಗಧಾಮಯ್ಯ, ಕ ಪ್ರ ಸ ಸದ್ಯ ರಂಗನಾಥಯ್ಯ, ಶಂಕಪ್ಪ ಕೊಡಿಗೇನಹಳ್ಳಿ,ಶಿವಕ್ರಿಸಪ್ಪ, ಮಂಡಿವಾರ ಇದ್ದರು. — [31, 473, 448, 501]
article-paragraph: ಅವರು ಮಧುಗಿರಿಯ ಪಟ್ಟಣ ಮಂದಿರಲ್ಲಿ ಮಾದಾರ ಮಹಾಸಭಾ ವತಿಯಿಂದ ನಡೆದ ಮಾದಾರ ಚನ್ನಯ್ಯನ ಂಲ್ಲಿ ಭಾಗವಹಿಸಿ ಮಾತನಾಡುತ್ತಾ 'ಆಚಾರವೇ ಕುಲ ಅನಾಚಾರವೇ ಹೊಲೆ' ಎನ್ನುವ ಮಾದಾರ ಚನ್ನಯ್ಯನಿಗಾಗಿದನ್ನು ಅಡಿ ಬದುಕಿನಿಂದ ಕಾಣಬಹುದಾಗಿದೆ ಎಂದು ಎಂದರು. — [31, 348, 448, 391]
article-paragraph: ಯಾಯಗುತ್ತಿದೆ ಆರ್‌ಎಸ್‌ಎಸ್ ಸಂಘಟ್ಟ ಸ್ಪರ್ಧೆ, ಪ್ರಾರ್ಥ ನಿರ್ಮಾಣಗಳೆ, ನಾಗರೀಕ ಶಿಕ್ಷಣಕ್ಕೆ, ಪರಿಸರ ಸಂರಕ್ಷಣೆ ಗೌರವದಿಂದ ಸಂಘ ಪರಿಚಿತಾಗಿ ಯಾಕ್ಷಿಯ ಮೊಳಕೆ ಸಮಾಜವನ್ನು ಸಂಘಟಿಸುವ ಕಾರ್ಯದಲ್ಲಿ ನಿರಂತರವಾಗಿ ಸಮಾಜವನ್ನು ಕಟ್ಟುವ ಮತ್ತು ಒಗ್ಗೂಡಿಸುವ ಮೂಲಕ ಸಾಂಸ್ಕೃತಿಕ ಜಾಗೃತಿಯ ಸಾಮಾಜಿಕ ಮೌಲ್ಯಗಳ ರಕ್ಷಣೆ ಅಗತ್ಯವಿದೆ ಎಂದು ಅವರು ಹೇಳಿದರು. — [861, 69, 1187, 128]
footer-english: Publisher, Owner, Printer, Editor: Gangahanumaiah. Printed at: Maruthi Offset Printers, (Printer & Binding) V.R.Colony, Belagumba Road, Tumakuru. PH: 0816-2275777, Mob: 9448769806 — [326, 1725, 1242, 1737]
